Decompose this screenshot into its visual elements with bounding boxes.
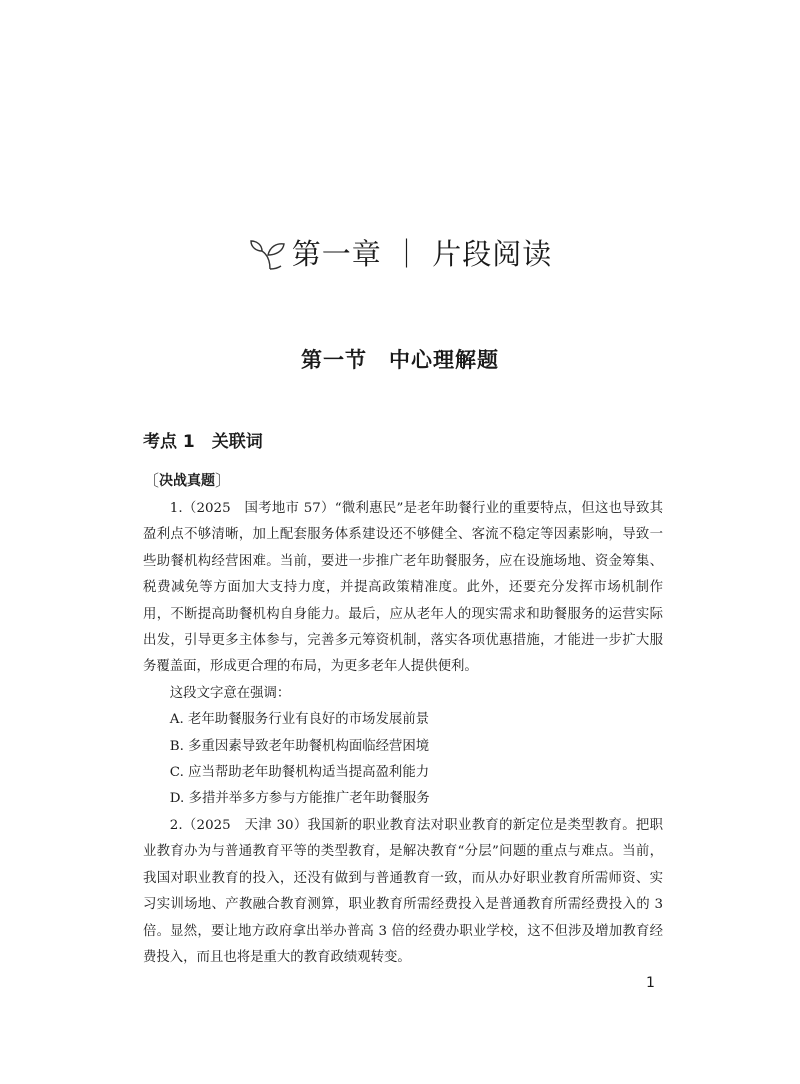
question-body bbox=[143, 496, 663, 971]
question-1-stem: 1.（2025 国考地市 57）“微利惠民”是老年助餐行业的重要特点，但这也导致其盈利点不够清晰，加上配套服务体系建设还不够健全、客流不稳定等因素影响，导致一些助餐机构经营困难。当前，要进一步推广老年助餐服务，应在设施场地、资金筹集、税费减免等方面加大支持力度，并提高政策精准度。此外，还要充分发挥市场机制作用，不断提高助餐机构自身能力。最后，应从老年人的现实需求和助餐服务的运营实际出发，引导更多主体参与，完善多元筹资机制，落实各项优惠措施，才能进一步扩大服务覆盖面，形成更合理的布局，为更多老年人提供便利。 bbox=[143, 501, 663, 675]
sprout-icon bbox=[248, 235, 288, 271]
right-bracket: 〕 bbox=[215, 471, 232, 490]
left-bracket: 〔 bbox=[143, 471, 160, 490]
kaodian-title: 考点 1 关联词 bbox=[143, 432, 263, 452]
chapter-title: 第一章 ｜ 片段阅读 bbox=[291, 237, 553, 271]
question-1-option-b: B. 多重因素导致老年助餐机构面临经营困境 bbox=[169, 738, 430, 754]
question-1-option-d: D. 多措并举多方参与方能推广老年助餐服务 bbox=[169, 791, 430, 807]
juezhan-label bbox=[143, 468, 231, 491]
question-1-option-c: C. 应当帮助老年助餐机构适当提高盈利能力 bbox=[169, 765, 430, 781]
chapter-heading bbox=[0, 232, 800, 273]
juezhan-text: 决战真题 bbox=[159, 472, 216, 489]
question-1-option-a: A. 老年助餐服务行业有良好的市场发展前景 bbox=[169, 712, 430, 728]
section-title: 第一节 中心理解题 bbox=[301, 348, 499, 372]
question-1-prompt: 这段文字意在强调： bbox=[169, 685, 291, 701]
question-2-stem: 2.（2025 天津 30）我国新的职业教育法对职业教育的新定位是类型教育。把职业教育办为与普通教育平等的类型教育，是解决教育“分层”问题的重点与难点。当前，我国对职业教育的投入，还没有做到与普通教育一致，而从办好职业教育所需师资、实习实训场地、产教融合教育测算，职业教育所需经费投入是普通教育所需经费投入的 3 倍。显然，要让地方政府拿出举办普高 3 倍的经费办职业学校，这不但涉及增加教育经费投入，而且也将是重大的教育政绩观转变。 bbox=[143, 817, 663, 965]
page-number: 1 bbox=[646, 975, 655, 991]
